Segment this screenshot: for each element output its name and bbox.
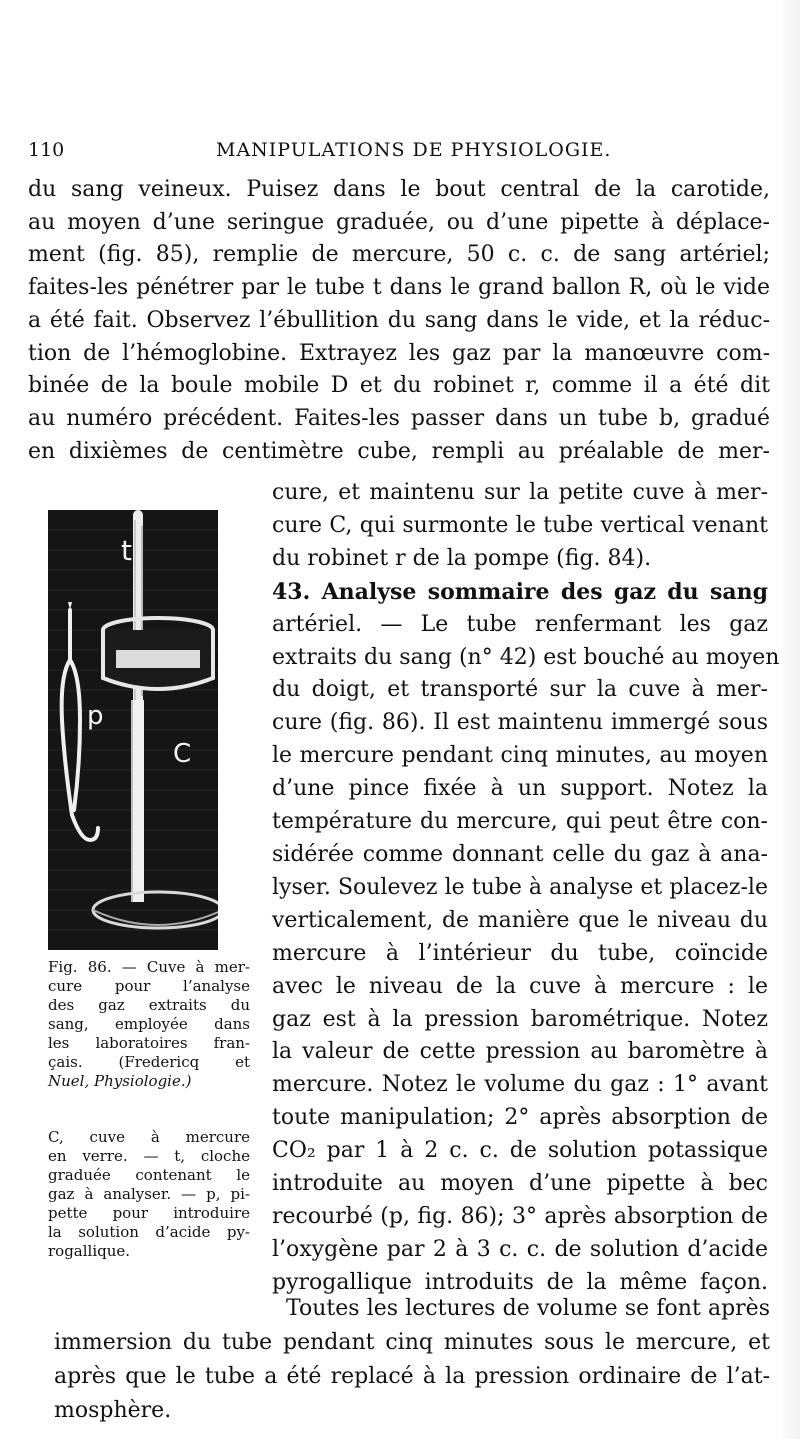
text-line: d’une pince fixée à un support. Notez la <box>272 776 768 802</box>
text-line: du doigt, et transporté sur la cuve à mer- <box>272 677 768 703</box>
text-line: mosphère. <box>54 1398 172 1423</box>
text-line: avec le niveau de la cuve à mercure : le <box>272 973 768 999</box>
text-line: mercure. Notez le volume du gaz : 1° avant <box>272 1072 768 1098</box>
text-line: tion de l’hémoglobine. Extrayez les gaz par la manœuvre com- <box>28 340 770 366</box>
text-line: immersion du tube pendant cinq minutes sous le mercure, et <box>54 1330 770 1355</box>
text-line: au numéro précédent. Faites-les passer dans un tube b, gradué <box>28 405 770 431</box>
figure-label-t: t <box>121 534 132 567</box>
legend-line: en verre. — t, cloche <box>48 1147 250 1165</box>
caption-line: les laboratoires fran- <box>48 1034 250 1052</box>
page-edge-shadow <box>780 0 800 1439</box>
text-line: verticalement, de manière que le niveau du <box>272 907 768 933</box>
text-line: cure, et maintenu sur la petite cuve à mer- <box>272 480 768 505</box>
page-header <box>28 139 768 163</box>
mercury-level <box>116 650 200 668</box>
text-line: extraits du sang (n° 42) est bouché au moyen <box>272 644 780 670</box>
text-line: a été fait. Observez l’ébullition du sang dans le vide, et la réduc- <box>28 307 770 333</box>
text-line: CO₂ par 1 à 2 c. c. de solution potassique <box>272 1138 768 1164</box>
text-line: mercure à l’intérieur du tube, coïncide <box>272 940 768 966</box>
text-line: lyser. Soulevez le tube à analyse et placez-le <box>272 874 768 900</box>
legend-line: rogallique. <box>48 1242 131 1260</box>
text-line: le mercure pendant cinq minutes, au moyen <box>272 743 768 769</box>
text-line: température du mercure, qui peut être con- <box>272 809 768 835</box>
closing-paragraph <box>54 1292 770 1428</box>
caption-line: cure pour l’analyse <box>48 977 250 995</box>
text-line: binée de la boule mobile D et du robinet r, comme il a été dit <box>28 373 770 399</box>
text-line: l’oxygène par 2 à 3 c. c. de solution d’acide <box>272 1236 768 1262</box>
figure-86-engraving <box>48 510 218 950</box>
text-line: artériel. — Le tube renfermant les gaz <box>272 611 768 637</box>
figure-label-p: p <box>87 701 104 731</box>
text-line: du sang veineux. Puisez dans le bout central de la carotide, <box>28 177 770 202</box>
text-line: gaz est à la pression barométrique. Notez <box>272 1006 768 1032</box>
text-line: pyrogallique introduits de la même façon. <box>272 1269 768 1295</box>
text-line: Toutes les lectures de volume se font après <box>286 1296 770 1321</box>
caption-line: çais. (Fredericq et <box>48 1053 250 1071</box>
caption-line: Nuel, Physiologie.) <box>48 1072 192 1090</box>
text-line: faites-les pénétrer par le tube t dans le grand ballon R, où le vide <box>28 275 770 301</box>
text-line: ment (fig. 85), remplie de mercure, 50 c. c. de sang artériel; <box>28 242 770 268</box>
page-number: 110 <box>28 139 65 161</box>
legend-line: C, cuve à mercure <box>48 1128 250 1146</box>
text-line: au moyen d’une seringue graduée, ou d’une pipette à déplace- <box>28 209 770 235</box>
text-line: après que le tube a été replacé à la pression ordinaire de l’at- <box>54 1364 770 1389</box>
legend-line: pette pour introduire <box>48 1204 250 1222</box>
legend-line: gaz à analyser. — p, pi- <box>48 1185 250 1203</box>
top-paragraph <box>28 174 770 468</box>
figure-caption <box>48 958 250 1091</box>
legend-line: la solution d’acide py- <box>48 1223 250 1241</box>
legend-line: graduée contenant le <box>48 1166 250 1184</box>
section-heading-line: 43. Analyse sommaire des gaz du sang <box>272 578 768 605</box>
running-head: MANIPULATIONS DE PHYSIOLOGIE. <box>216 139 612 161</box>
text-line: sidérée comme donnant celle du gaz à ana- <box>272 841 768 867</box>
figure-label-c: C <box>173 739 192 769</box>
text-line: cure C, qui surmonte le tube vertical venant <box>272 512 768 538</box>
text-line: la valeur de cette pression au baromètre à <box>272 1039 768 1065</box>
figure-legend <box>48 1128 250 1261</box>
caption-line: sang, employée dans <box>48 1015 250 1033</box>
text-line: introduite au moyen d’une pipette à bec <box>272 1171 768 1197</box>
caption-line: Fig. 86. — Cuve à mer- <box>48 958 250 976</box>
text-line: toute manipulation; 2° après absorption de <box>272 1105 768 1131</box>
text-line: recourbé (p, fig. 86); 3° après absorption de <box>272 1203 768 1229</box>
right-text-column <box>272 477 780 1300</box>
caption-line: des gaz extraits du <box>48 996 250 1014</box>
text-line: cure (fig. 86). Il est maintenu immergé sous <box>272 710 768 736</box>
text-line: en dixièmes de centimètre cube, rempli au préalable de mer- <box>28 438 770 464</box>
text-line: du robinet r de la pompe (fig. 84). <box>272 545 652 571</box>
